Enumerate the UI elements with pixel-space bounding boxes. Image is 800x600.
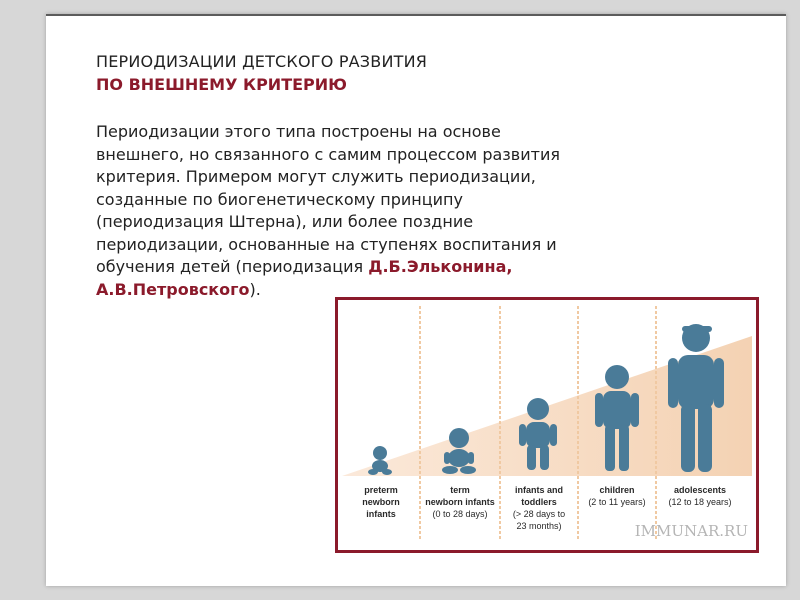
stage-3-line3: (> 28 days to	[512, 509, 566, 519]
stage-4-line1: children	[599, 485, 635, 495]
stage-2-line3: (0 to 28 days)	[432, 509, 488, 519]
stage-3-line1: infants and	[514, 485, 564, 495]
stage-3-line4: 23 months)	[516, 521, 562, 531]
paragraph-highlight: Д.Б.Эльконина, А.В.Петровского	[96, 257, 513, 299]
slide	[46, 14, 786, 586]
development-stages-figure	[335, 297, 759, 553]
top-divider	[46, 14, 786, 16]
paragraph-text: Периодизации этого типа построены на основе внешнего, но связанного с самим процессом развития критерия. Примером могут служить периодизации, созданные по биогенетическому принципу (периодизация Штерна), или более поздние периодизации, основанные на ступенях воспитания и обучения детей (периодизация	[96, 122, 560, 276]
stage-4-line2: (2 to 11 years)	[588, 497, 646, 507]
paragraph-text-end: ).	[249, 279, 261, 299]
stage-5-line2: (12 to 18 years)	[668, 497, 732, 507]
stage-5-line1: adolescents	[673, 485, 727, 495]
stage-2-line1: term	[450, 485, 470, 495]
slide-title-line2: ПО ВНЕШНЕМУ КРИТЕРИЮ	[96, 75, 347, 94]
stage-1-line3: infants	[366, 509, 396, 519]
stage-1-line2: newborn	[362, 497, 400, 507]
stage-1-line1: preterm	[364, 485, 398, 495]
watermark: IMMUNAR.RU	[634, 522, 748, 540]
stages-illustration	[338, 300, 756, 550]
slide-title-line1: ПЕРИОДИЗАЦИИ ДЕТСКОГО РАЗВИТИЯ	[96, 52, 428, 71]
body-paragraph	[96, 121, 576, 301]
stage-2-line2: newborn infants	[425, 497, 495, 507]
stage-3-line2: toddlers	[521, 497, 557, 507]
